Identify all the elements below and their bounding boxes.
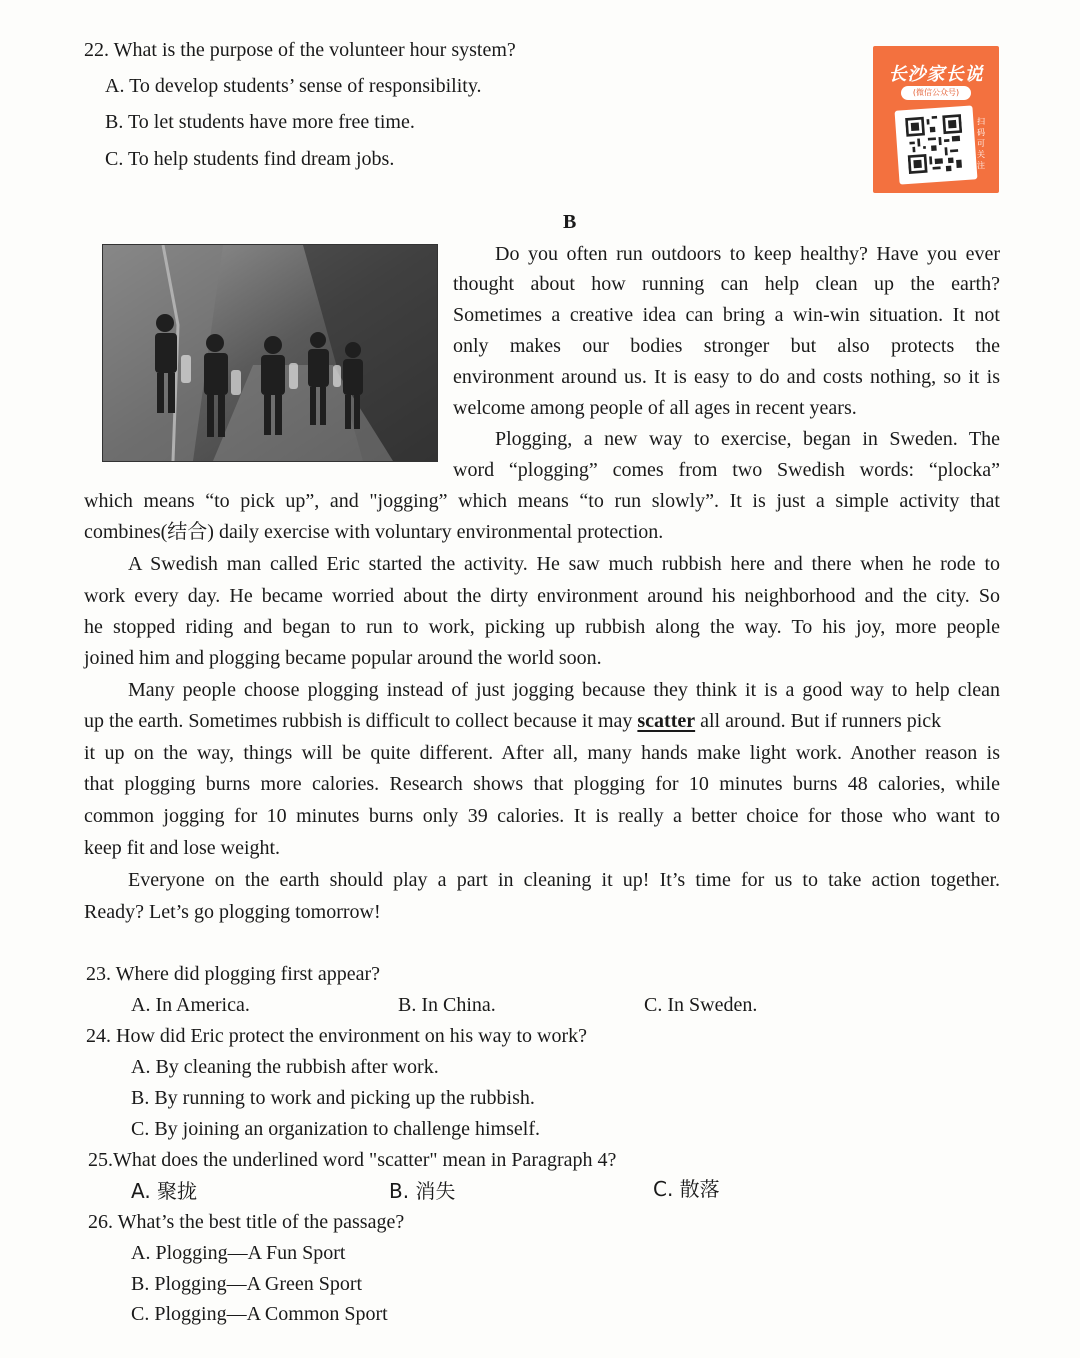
p1-line-4: only makes our bodies stronger but also protects the — [453, 335, 1000, 357]
question-23-stem: 23. Where did plogging first appear? — [86, 963, 380, 985]
p4-line-2-before: up the earth. Sometimes rubbish is difficult to collect because it may — [84, 710, 638, 732]
question-24-option-c: C. By joining an organization to challenge himself. — [131, 1118, 540, 1140]
p3-line-4: joined him and plogging became popular around the world soon. — [84, 647, 602, 669]
question-22-option-c: C. To help students find dream jobs. — [105, 148, 395, 170]
p3-line-3: he stopped riding and began to run to work, picking up rubbish along the way. To his joy, more people — [84, 616, 1000, 638]
question-25-option-b: B. 消失 — [389, 1179, 456, 1203]
p4-line-4: that plogging burns more calories. Research shows that plogging for 10 minutes burns 48 calories, while — [84, 773, 1000, 795]
question-22-stem: 22. What is the purpose of the volunteer hour system? — [84, 39, 516, 61]
p4-line-6: keep fit and lose weight. — [84, 837, 281, 859]
p1-line-2: thought about how running can help clean up the earth? — [453, 273, 1000, 295]
p3-line-2: work every day. He became worried about the dirty environment around his neighborhood and the city. So — [84, 585, 1000, 607]
question-24-stem: 24. How did Eric protect the environment on his way to work? — [86, 1025, 587, 1047]
plogging-photo — [102, 244, 438, 462]
qr-card — [895, 105, 978, 184]
badge-subtitle: (微信公众号) — [901, 86, 971, 100]
p4-line-3: it up on the way, things will be quite different. After all, many hands make light work. Another reason is — [84, 742, 1000, 764]
p4-line-5: common jogging for 10 minutes burns only 39 calories. It is really a better choice for those who want to — [84, 805, 1000, 827]
p2-line-1: Plogging, a new way to exercise, began in Sweden. The — [495, 428, 1000, 450]
question-22-option-b: B. To let students have more free time. — [105, 111, 415, 133]
question-24-option-a: A. By cleaning the rubbish after work. — [131, 1056, 439, 1078]
p1-line-5: environment around us. It is easy to do and costs nothing, so it is — [453, 366, 1000, 388]
p3-line-1: A Swedish man called Eric started the activity. He saw much rubbish here and there when he rode to — [128, 553, 1000, 575]
p2-line-2: word “plogging” comes from two Swedish words: “plocka” — [453, 459, 1000, 481]
p4-line-2-after: all around. But if runners pick — [695, 710, 942, 732]
question-26-option-b: B. Plogging—A Green Sport — [131, 1273, 363, 1295]
p1-line-1: Do you often run outdoors to keep healthy? Have you ever — [495, 243, 1000, 265]
question-26-option-c: C. Plogging—A Common Sport — [131, 1303, 388, 1325]
runners-picture — [103, 245, 437, 461]
question-24-option-b: B. By running to work and picking up the rubbish. — [131, 1087, 535, 1109]
p2-line-4: combines(结合) daily exercise with voluntary environmental protection. — [84, 521, 664, 543]
question-25-option-c: C. 散落 — [653, 1177, 720, 1201]
p4-line-2 — [84, 709, 1000, 733]
p1-line-3: Sometimes a creative idea can bring a win-win situation. It not — [453, 304, 1000, 326]
p5-line-2: Ready? Let’s go plogging tomorrow! — [84, 901, 381, 923]
qr-code-icon — [905, 113, 965, 175]
question-23-option-a: A. In America. — [131, 994, 250, 1016]
p1-line-6: welcome among people of all ages in recent years. — [453, 397, 857, 419]
p5-line-1: Everyone on the earth should play a part in cleaning it up! It’s time for us to take action together. — [128, 869, 1000, 891]
badge-scan-hint: 扫码可关注 — [977, 117, 985, 170]
question-26-stem: 26. What’s the best title of the passage? — [88, 1211, 405, 1233]
question-23-option-c: C. In Sweden. — [644, 994, 758, 1016]
section-label: B — [563, 211, 577, 233]
underlined-word-scatter: scatter — [637, 710, 696, 732]
question-25-stem: 25.What does the underlined word "scatter" mean in Paragraph 4? — [88, 1149, 617, 1171]
question-23-option-b: B. In China. — [398, 994, 496, 1016]
question-26-option-a: A. Plogging—A Fun Sport — [131, 1242, 346, 1264]
wechat-qr-badge — [873, 46, 999, 193]
question-25-option-a: A. 聚拢 — [131, 1179, 198, 1203]
p4-line-1: Many people choose plogging instead of just jogging because they think it is a good way to help clean — [128, 679, 1000, 701]
p2-line-3: which means “to pick up”, and "jogging” which means “to run slowly”. It is just a simple activity that — [84, 490, 1000, 512]
badge-title: 长沙家长说 — [888, 64, 984, 85]
question-22-option-a: A. To develop students’ sense of responsibility. — [105, 75, 482, 97]
